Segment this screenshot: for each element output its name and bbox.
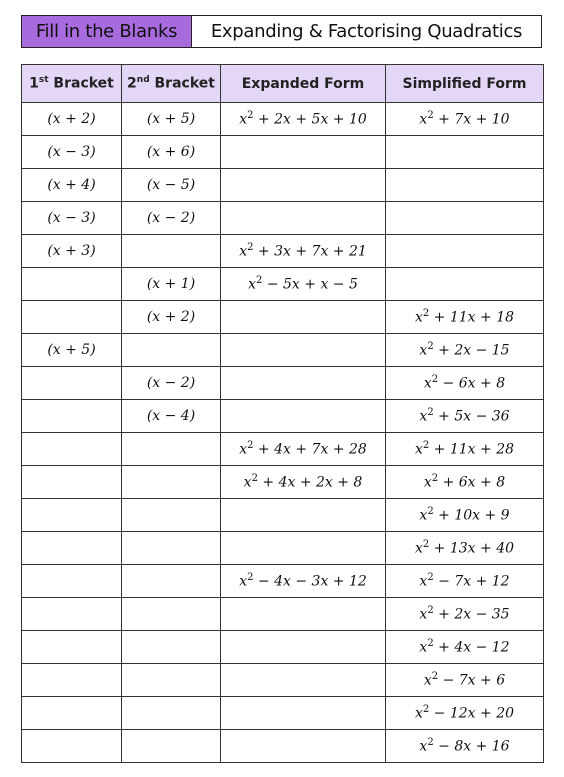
table-row bbox=[22, 433, 544, 466]
header-row bbox=[22, 65, 544, 103]
second-bracket-cell[interactable] bbox=[122, 598, 221, 631]
table-row bbox=[22, 169, 544, 202]
header-superscript: nd bbox=[136, 75, 150, 86]
first-bracket-cell[interactable] bbox=[22, 433, 122, 466]
first-bracket-cell[interactable] bbox=[22, 664, 122, 697]
column-header-simplified-form bbox=[386, 65, 544, 103]
column-header-first-bracket bbox=[22, 65, 122, 103]
first-bracket-cell[interactable] bbox=[22, 697, 122, 730]
simplified-form-cell[interactable] bbox=[386, 202, 544, 235]
header-text: Simplified Form bbox=[402, 75, 527, 92]
simplified-form-cell: $x^2 - 7x + 12$ bbox=[386, 565, 544, 598]
expanded-form-cell[interactable] bbox=[221, 598, 386, 631]
table-row bbox=[22, 664, 544, 697]
first-bracket-cell: (x + 4) bbox=[22, 169, 122, 202]
expanded-form-cell: $x^2 - 5x + x - 5$ bbox=[221, 268, 386, 301]
first-bracket-cell[interactable] bbox=[22, 301, 122, 334]
simplified-form-cell: $x^2 + 5x - 36$ bbox=[386, 400, 544, 433]
table-row bbox=[22, 466, 544, 499]
second-bracket-cell[interactable] bbox=[122, 499, 221, 532]
table-row bbox=[22, 565, 544, 598]
header-text: Bracket bbox=[48, 75, 114, 92]
second-bracket-cell[interactable] bbox=[122, 697, 221, 730]
table-row bbox=[22, 202, 544, 235]
header-text: 1 bbox=[29, 75, 39, 92]
expanded-form-cell[interactable] bbox=[221, 400, 386, 433]
simplified-form-cell: $x^2 + 10x + 9$ bbox=[386, 499, 544, 532]
expanded-form-cell[interactable] bbox=[221, 664, 386, 697]
table-row bbox=[22, 697, 544, 730]
expanded-form-cell[interactable] bbox=[221, 631, 386, 664]
first-bracket-cell[interactable] bbox=[22, 499, 122, 532]
first-bracket-cell: (x + 3) bbox=[22, 235, 122, 268]
simplified-form-cell: $x^2 + 7x + 10$ bbox=[386, 103, 544, 136]
simplified-form-cell: $x^2 + 2x - 35$ bbox=[386, 598, 544, 631]
header-text: Expanded Form bbox=[241, 75, 365, 92]
expanded-form-cell[interactable] bbox=[221, 169, 386, 202]
first-bracket-cell[interactable] bbox=[22, 730, 122, 763]
second-bracket-cell: (x + 1) bbox=[122, 268, 221, 301]
first-bracket-cell[interactable] bbox=[22, 367, 122, 400]
first-bracket-cell[interactable] bbox=[22, 466, 122, 499]
table-row bbox=[22, 532, 544, 565]
second-bracket-cell[interactable] bbox=[122, 235, 221, 268]
worksheet-banner bbox=[21, 15, 542, 48]
simplified-form-cell: $x^2 + 11x + 28$ bbox=[386, 433, 544, 466]
second-bracket-cell[interactable] bbox=[122, 532, 221, 565]
worksheet-body bbox=[22, 103, 544, 763]
second-bracket-cell: (x + 5) bbox=[122, 103, 221, 136]
expanded-form-cell: $x^2 + 2x + 5x + 10$ bbox=[221, 103, 386, 136]
second-bracket-cell[interactable] bbox=[122, 433, 221, 466]
table-row bbox=[22, 235, 544, 268]
expanded-form-cell[interactable] bbox=[221, 499, 386, 532]
header-text: 2 bbox=[127, 75, 137, 92]
expanded-form-cell[interactable] bbox=[221, 697, 386, 730]
first-bracket-cell[interactable] bbox=[22, 565, 122, 598]
expanded-form-cell[interactable] bbox=[221, 730, 386, 763]
table-row bbox=[22, 631, 544, 664]
table-row bbox=[22, 136, 544, 169]
second-bracket-cell: (x − 5) bbox=[122, 169, 221, 202]
simplified-form-cell[interactable] bbox=[386, 136, 544, 169]
expanded-form-cell[interactable] bbox=[221, 202, 386, 235]
table-row bbox=[22, 103, 544, 136]
first-bracket-cell[interactable] bbox=[22, 631, 122, 664]
expanded-form-cell[interactable] bbox=[221, 334, 386, 367]
first-bracket-cell[interactable] bbox=[22, 598, 122, 631]
first-bracket-cell[interactable] bbox=[22, 400, 122, 433]
second-bracket-cell: (x − 2) bbox=[122, 367, 221, 400]
second-bracket-cell: (x + 6) bbox=[122, 136, 221, 169]
simplified-form-cell: $x^2 + 13x + 40$ bbox=[386, 532, 544, 565]
simplified-form-cell: $x^2 - 8x + 16$ bbox=[386, 730, 544, 763]
column-header-second-bracket bbox=[122, 65, 221, 103]
table-row bbox=[22, 367, 544, 400]
table-row bbox=[22, 268, 544, 301]
simplified-form-cell[interactable] bbox=[386, 235, 544, 268]
expanded-form-cell: $x^2 + 4x + 2x + 8$ bbox=[221, 466, 386, 499]
simplified-form-cell: $x^2 + 11x + 18$ bbox=[386, 301, 544, 334]
worksheet-title: Expanding & Factorising Quadratics bbox=[210, 21, 523, 42]
banner-tag: Fill in the Blanks bbox=[22, 16, 192, 47]
simplified-form-cell: $x^2 - 7x + 6$ bbox=[386, 664, 544, 697]
header-superscript: st bbox=[38, 75, 49, 86]
first-bracket-cell[interactable] bbox=[22, 532, 122, 565]
table-row bbox=[22, 499, 544, 532]
expanded-form-cell: $x^2 - 4x - 3x + 12$ bbox=[221, 565, 386, 598]
first-bracket-cell: (x + 5) bbox=[22, 334, 122, 367]
expanded-form-cell[interactable] bbox=[221, 532, 386, 565]
second-bracket-cell[interactable] bbox=[122, 631, 221, 664]
first-bracket-cell: (x + 2) bbox=[22, 103, 122, 136]
simplified-form-cell: $x^2 - 12x + 20$ bbox=[386, 697, 544, 730]
header-text: Bracket bbox=[149, 75, 215, 92]
table-row bbox=[22, 598, 544, 631]
table-row bbox=[22, 334, 544, 367]
simplified-form-cell: $x^2 - 6x + 8$ bbox=[386, 367, 544, 400]
simplified-form-cell: $x^2 + 4x - 12$ bbox=[386, 631, 544, 664]
expanded-form-cell: $x^2 + 3x + 7x + 21$ bbox=[221, 235, 386, 268]
second-bracket-cell: (x − 4) bbox=[122, 400, 221, 433]
simplified-form-cell: $x^2 + 2x - 15$ bbox=[386, 334, 544, 367]
second-bracket-cell: (x − 2) bbox=[122, 202, 221, 235]
second-bracket-cell[interactable] bbox=[122, 664, 221, 697]
second-bracket-cell[interactable] bbox=[122, 334, 221, 367]
simplified-form-cell[interactable] bbox=[386, 268, 544, 301]
simplified-form-cell: $x^2 + 6x + 8$ bbox=[386, 466, 544, 499]
expanded-form-cell: $x^2 + 4x + 7x + 28$ bbox=[221, 433, 386, 466]
worksheet-table bbox=[21, 64, 544, 763]
first-bracket-cell: (x − 3) bbox=[22, 202, 122, 235]
second-bracket-cell[interactable] bbox=[122, 466, 221, 499]
second-bracket-cell[interactable] bbox=[122, 730, 221, 763]
expanded-form-cell[interactable] bbox=[221, 301, 386, 334]
first-bracket-cell[interactable] bbox=[22, 268, 122, 301]
second-bracket-cell: (x + 2) bbox=[122, 301, 221, 334]
expanded-form-cell[interactable] bbox=[221, 367, 386, 400]
second-bracket-cell[interactable] bbox=[122, 565, 221, 598]
simplified-form-cell[interactable] bbox=[386, 169, 544, 202]
column-header-expanded-form bbox=[221, 65, 386, 103]
first-bracket-cell: (x − 3) bbox=[22, 136, 122, 169]
table-row bbox=[22, 301, 544, 334]
table-row bbox=[22, 400, 544, 433]
expanded-form-cell[interactable] bbox=[221, 136, 386, 169]
table-row bbox=[22, 730, 544, 763]
